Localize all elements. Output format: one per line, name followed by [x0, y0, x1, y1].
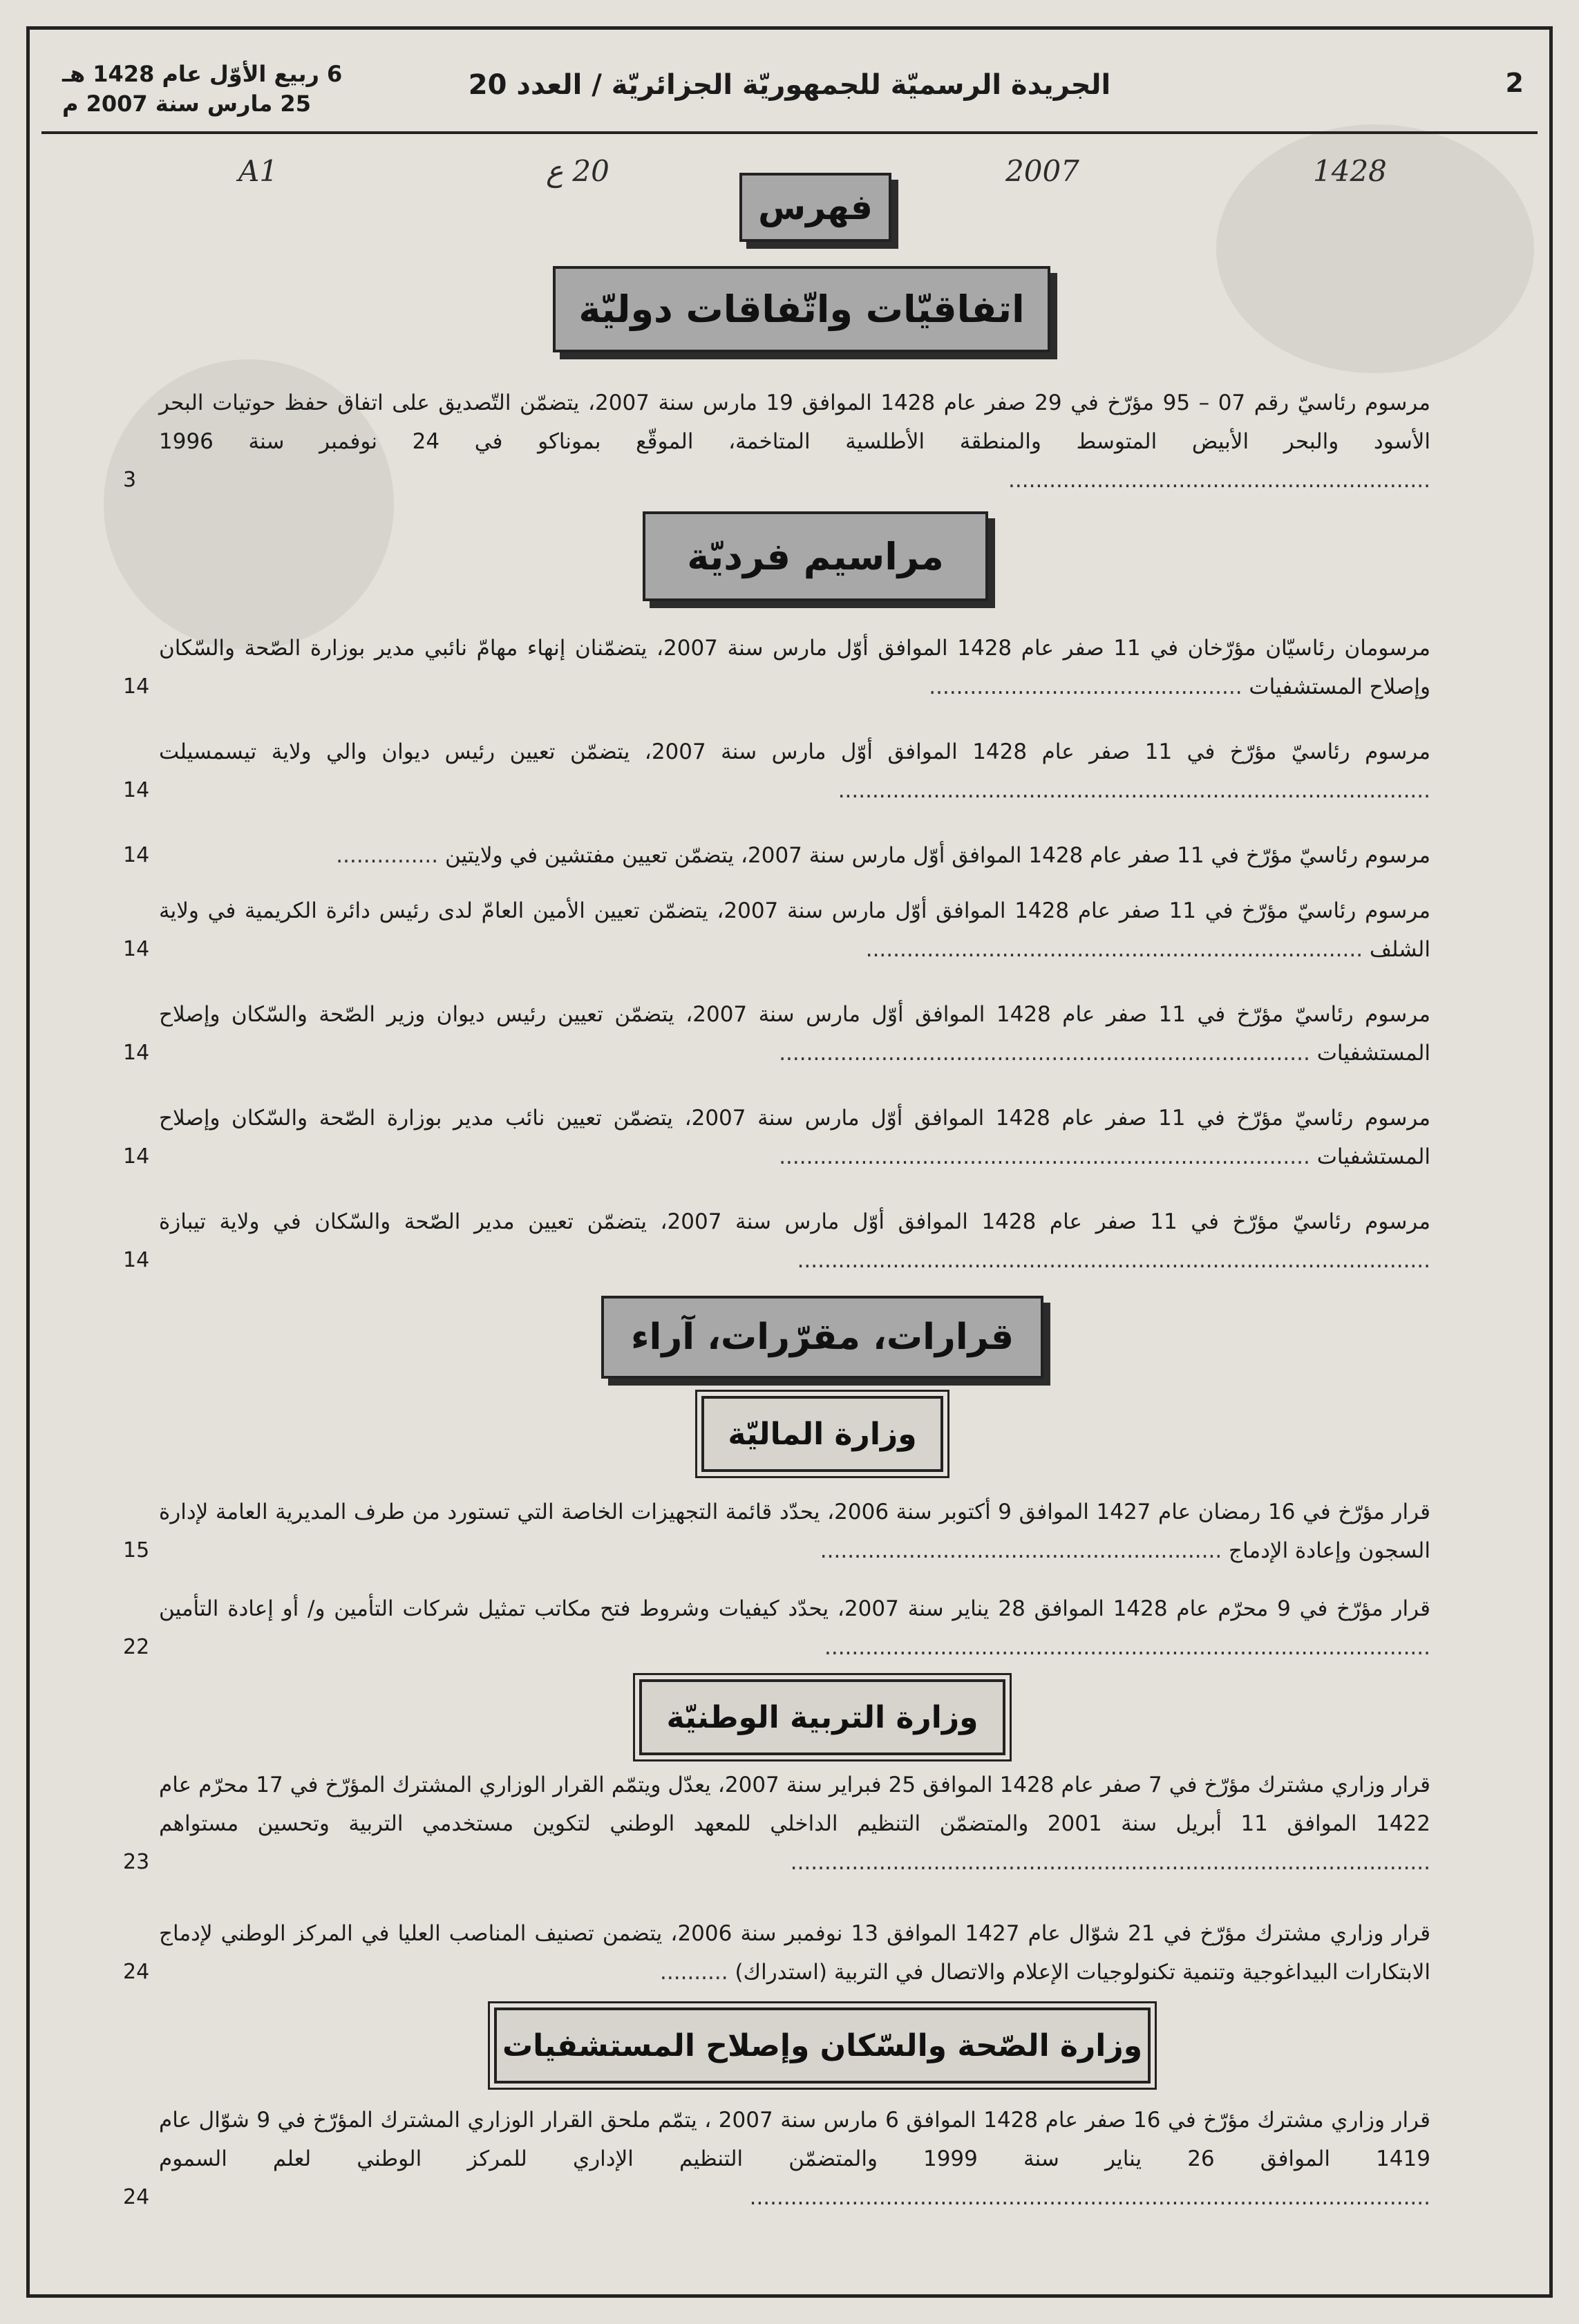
- annotation-year: 2007: [1005, 154, 1079, 188]
- entry-page: 14: [123, 1248, 150, 1272]
- section-title-box: [601, 1296, 1043, 1379]
- index-entry: مرسوم رئاسيّ رقم 07 – 95 مؤرّخ في 29 صفر عام 1428 الموافق 19 مارس سنة 2007، يتضمّن التّصديق على اتفاق حفظ حوتيات البحر الأسود والبحر الأبيض المتوسط والمنطقة الأطلسية المتاخمة، الموقّع بموناكو في 24 نوفمبر سنة 1996 .............................................................. 3: [159, 384, 1430, 500]
- section-title-box: [553, 266, 1050, 352]
- index-entry: قرار وزاري مشترك مؤرّخ في 21 شوّال عام 1427 الموافق 13 نوفمبر سنة 2006، يتضمن تصنيف المناصب العليا في المركز الوطني لإدماج الابتكارات البيداغوجية وتنمية تكنولوجيات الإعلام والاتصال في التربية (استدراك) .......... 24: [159, 1914, 1430, 1992]
- annotation-a1: A1: [238, 154, 278, 188]
- entry-text: قرار وزاري مشترك مؤرّخ في 16 صفر عام 1428 الموافق 6 مارس سنة 2007 ، يتمّم ملحق القرار الوزاري المشترك المؤرّخ في 9 شوّال عام 1419 الموافق 26 يناير سنة 1999 والمتضمّن التنظيم الإداري للمركز الوطني لعلم السموم: [159, 2108, 1430, 2171]
- entry-page: 14: [123, 1041, 150, 1065]
- gregorian-date: 25 مارس سنة 2007 م: [62, 91, 311, 117]
- section-title-box: [643, 511, 988, 601]
- entry-text: قرار مؤرّخ في 16 رمضان عام 1427 الموافق 9 أكتوبر سنة 2006، يحدّد قائمة التجهيزات الخاصة التي تستورد من طرف المديرية العامة لإدارة السجون وإعادة الإدماج: [159, 1500, 1431, 1563]
- entry-page: 14: [123, 937, 150, 961]
- index-entry: مرسومان رئاسيّان مؤرّخان في 11 صفر عام 1428 الموافق أوّل مارس سنة 2007، يتضمّنان إنهاء مهامّ نائبي مدير بوزارة الصّحة والسّكان وإصلاح المستشفيات .............................................. 14: [159, 629, 1430, 706]
- entry-text: قرار وزاري مشترك مؤرّخ في 21 شوّال عام 1427 الموافق 13 نوفمبر سنة 2006، يتضمن تصنيف المناصب العليا في المركز الوطني لإدماج الابتكارات البيداغوجية وتنمية تكنولوجيات الإعلام والاتصال في التربية (استدراك): [159, 1921, 1431, 1985]
- entry-page: 14: [123, 674, 150, 699]
- entry-text: مرسوم رئاسيّ مؤرّخ في 11 صفر عام 1428 الموافق أوّل مارس سنة 2007، يتضمّن تعيين رئيس ديوان وزير الصّحة والسّكان وإصلاح المستشفيات: [159, 1002, 1430, 1066]
- index-entry: مرسوم رئاسيّ مؤرّخ في 11 صفر عام 1428 الموافق أوّل مارس سنة 2007، يتضمّن تعيين رئيس ديوان والي ولاية تيسمسيلت ....................................................................................... 14: [159, 733, 1430, 810]
- ministry-title-box: [494, 2007, 1151, 2084]
- journal-title: الجريدة الرسميّة للجمهوريّة الجزائريّة / العدد 20: [468, 69, 1111, 101]
- issue-dates: [62, 59, 342, 119]
- section-title: مراسيم فرديّة: [687, 534, 944, 578]
- entry-text: مرسوم رئاسيّ مؤرّخ في 11 صفر عام 1428 الموافق أوّل مارس سنة 2007، يتضمّن تعيين رئيس ديوان والي ولاية تيسمسيلت: [159, 739, 1430, 764]
- index-entry: مرسوم رئاسيّ مؤرّخ في 11 صفر عام 1428 الموافق أوّل مارس سنة 2007، يتضمّن تعيين مدير الصّحة والسّكان في ولاية تيبازة ............................................................................................. 14: [159, 1202, 1430, 1280]
- entry-page: 3: [123, 468, 137, 492]
- annotation-issue: 20 ع: [546, 154, 609, 188]
- entry-text: قرار وزاري مشترك مؤرّخ في 7 صفر عام 1428 الموافق 25 فبراير سنة 2007، يعدّل ويتمّم القرار الوزاري المشترك المؤرّخ في 17 محرّم عام 1422 الموافق 11 أبريل سنة 2001 والمتضمّن التنظيم الداخلي للمعهد الوطني لتكوين مستخدمي التربية وتحسين مستواهم: [159, 1773, 1430, 1836]
- entry-page: 15: [123, 1538, 150, 1562]
- page-number: 2: [1505, 68, 1524, 98]
- annotation-hijri-year: 1428: [1313, 154, 1387, 188]
- ministry-title-box: [639, 1679, 1005, 1755]
- hijri-date: 6 ربيع الأوّل عام 1428 هـ: [62, 61, 343, 87]
- page-header: [41, 48, 1538, 134]
- entry-page: 14: [123, 843, 150, 867]
- ministry-title: وزارة الماليّة: [728, 1416, 917, 1452]
- index-entry: قرار وزاري مشترك مؤرّخ في 16 صفر عام 1428 الموافق 6 مارس سنة 2007 ، يتمّم ملحق القرار الوزاري المشترك المؤرّخ في 9 شوّال عام 1419 الموافق 26 يناير سنة 1999 والمتضمّن التنظيم الإداري للمركز الوطني لعلم السموم .................................................................................................... 24: [159, 2101, 1430, 2217]
- index-entry: قرار مؤرّخ في 9 محرّم عام 1428 الموافق 28 يناير سنة 2007، يحدّد كيفيات وشروط فتح مكاتب تمثيل شركات التأمين و/ أو إعادة التأمين ......................................................................................... 22: [159, 1589, 1430, 1667]
- index-entry: قرار مؤرّخ في 16 رمضان عام 1427 الموافق 9 أكتوبر سنة 2006، يحدّد قائمة التجهيزات الخاصة التي تستورد من طرف المديرية العامة لإدارة السجون وإعادة الإدماج ........................................................... 15: [159, 1493, 1430, 1570]
- entry-text: مرسوم رئاسيّ مؤرّخ في 11 صفر عام 1428 الموافق أوّل مارس سنة 2007، يتضمّن تعيين الأمين العامّ لدى رئيس دائرة الكريمية في ولاية الشلف: [159, 898, 1430, 962]
- ministry-title: وزارة التربية الوطنيّة: [666, 1699, 978, 1735]
- index-entry: قرار وزاري مشترك مؤرّخ في 7 صفر عام 1428 الموافق 25 فبراير سنة 2007، يعدّل ويتمّم القرار الوزاري المشترك المؤرّخ في 17 محرّم عام 1422 الموافق 11 أبريل سنة 2001 والمتضمّن التنظيم الداخلي للمعهد الوطني لتكوين مستخدمي التربية وتحسين مستواهم .............................................................................................. 23: [159, 1766, 1430, 1882]
- entry-page: 23: [123, 1850, 150, 1874]
- entry-page: 22: [123, 1635, 150, 1659]
- entry-page: 24: [123, 1960, 150, 1984]
- section-title: قرارات، مقرّرات، آراء: [630, 1316, 1014, 1358]
- entry-page: 14: [123, 1144, 150, 1169]
- entry-text: قرار مؤرّخ في 9 محرّم عام 1428 الموافق 28 يناير سنة 2007، يحدّد كيفيات وشروط فتح مكاتب تمثيل شركات التأمين و/ أو إعادة التأمين: [159, 1596, 1430, 1621]
- ministry-title-box: [701, 1396, 943, 1472]
- entry-page: 24: [123, 2185, 150, 2209]
- index-title-box: [739, 173, 891, 242]
- section-title: اتفاقيّات واتّفاقات دوليّة: [578, 287, 1025, 331]
- index-entry: مرسوم رئاسيّ مؤرّخ في 11 صفر عام 1428 الموافق أوّل مارس سنة 2007، يتضمّن تعيين الأمين العامّ لدى رئيس دائرة الكريمية في ولاية الشلف ......................................................................... 14: [159, 891, 1430, 969]
- entry-page: 14: [123, 778, 150, 802]
- index-entry: مرسوم رئاسيّ مؤرّخ في 11 صفر عام 1428 الموافق أوّل مارس سنة 2007، يتضمّن تعيين رئيس ديوان وزير الصّحة والسّكان وإصلاح المستشفيات .............................................................................. 14: [159, 995, 1430, 1073]
- index-entry: مرسوم رئاسيّ مؤرّخ في 11 صفر عام 1428 الموافق أوّل مارس سنة 2007، يتضمّن تعيين نائب مدير بوزارة الصّحة والسّكان وإصلاح المستشفيات .............................................................................. 14: [159, 1099, 1430, 1176]
- entry-text: مرسوم رئاسيّ مؤرّخ في 11 صفر عام 1428 الموافق أوّل مارس سنة 2007، يتضمّن تعيين مدير الصّحة والسّكان في ولاية تيبازة: [159, 1209, 1431, 1234]
- index-title: فهرس: [758, 187, 873, 227]
- entry-text: مرسوم رئاسيّ مؤرّخ في 11 صفر عام 1428 الموافق أوّل مارس سنة 2007، يتضمّن تعيين مفتشين في ولايتين: [444, 843, 1430, 868]
- entry-text: مرسوم رئاسيّ مؤرّخ في 11 صفر عام 1428 الموافق أوّل مارس سنة 2007، يتضمّن تعيين نائب مدير بوزارة الصّحة والسّكان وإصلاح المستشفيات: [159, 1106, 1431, 1169]
- index-entry: مرسوم رئاسيّ مؤرّخ في 11 صفر عام 1428 الموافق أوّل مارس سنة 2007، يتضمّن تعيين مفتشين في ولايتين ............... 14: [159, 836, 1430, 875]
- entry-text: مرسوم رئاسيّ رقم 07 – 95 مؤرّخ في 29 صفر عام 1428 الموافق 19 مارس سنة 2007، يتضمّن التّصديق على اتفاق حفظ حوتيات البحر الأسود والبحر الأبيض المتوسط والمنطقة الأطلسية المتاخمة، الموقّع بموناكو في 24 نوفمبر سنة 1996: [159, 390, 1431, 454]
- entry-text: مرسومان رئاسيّان مؤرّخان في 11 صفر عام 1428 الموافق أوّل مارس سنة 2007، يتضمّنان إنهاء مهامّ نائبي مدير بوزارة الصّحة والسّكان وإصلاح المستشفيات: [159, 636, 1431, 699]
- ministry-title: وزارة الصّحة والسّكان وإصلاح المستشفيات: [502, 2028, 1143, 2063]
